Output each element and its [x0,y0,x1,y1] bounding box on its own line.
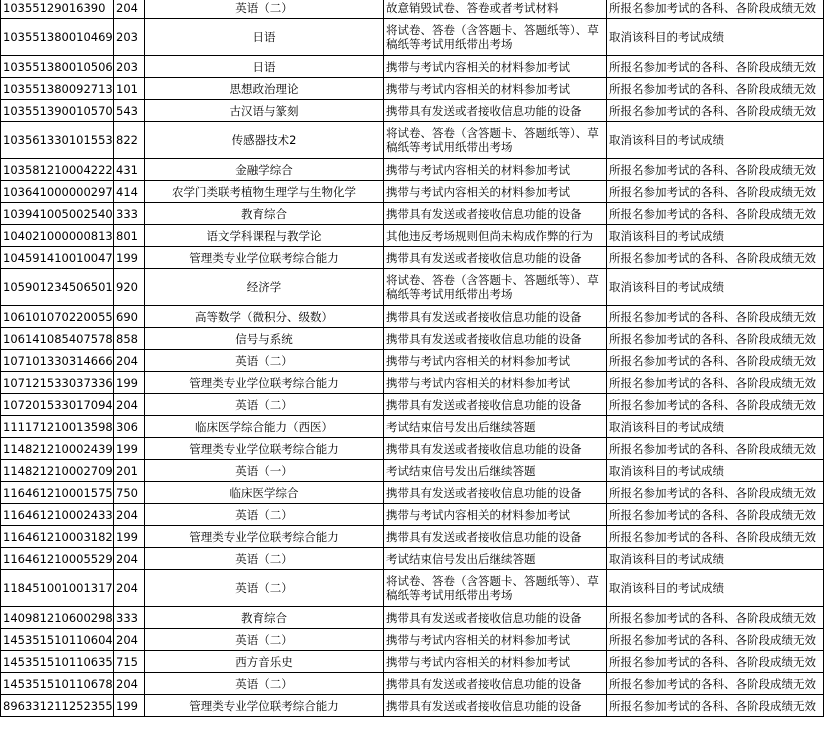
subject-name-cell: 西方音乐史 [145,651,384,673]
violation-cell: 考试结束信号发出后继续答题 [384,460,607,482]
subject-code-cell: 204 [114,504,145,526]
penalty-cell: 所报名参加考试的各科、各阶段成绩无效 [607,181,824,203]
violation-cell: 携带与考试内容相关的材料参加考试 [384,78,607,100]
penalty-cell: 取消该科目的考试成绩 [607,122,824,159]
table-row [1,394,824,416]
subject-code-cell: 204 [114,350,145,372]
table-row [1,225,824,247]
violation-cell: 携带具有发送或者接收信息功能的设备 [384,306,607,328]
table-row [1,695,824,717]
exam-id-cell: 140981210600298 [1,607,114,629]
subject-code-cell: 543 [114,100,145,122]
subject-name-cell: 管理类专业学位联考综合能力 [145,695,384,717]
violation-cell: 携带具有发送或者接收信息功能的设备 [384,394,607,416]
subject-code-cell: 858 [114,328,145,350]
penalty-cell: 所报名参加考试的各科、各阶段成绩无效 [607,203,824,225]
table-row [1,416,824,438]
subject-code-cell: 204 [114,570,145,607]
table-row [1,673,824,695]
violation-cell: 携带具有发送或者接收信息功能的设备 [384,526,607,548]
violation-cell: 携带与考试内容相关的材料参加考试 [384,372,607,394]
subject-name-cell: 语文学科课程与教学论 [145,225,384,247]
subject-name-cell: 传感器技术2 [145,122,384,159]
penalty-cell: 取消该科目的考试成绩 [607,225,824,247]
violation-cell: 携带具有发送或者接收信息功能的设备 [384,100,607,122]
table-row [1,19,824,56]
subject-name-cell: 日语 [145,56,384,78]
penalty-cell: 所报名参加考试的各科、各阶段成绩无效 [607,695,824,717]
penalty-cell: 所报名参加考试的各科、各阶段成绩无效 [607,526,824,548]
exam-id-cell: 103941005002540 [1,203,114,225]
subject-code-cell: 204 [114,548,145,570]
subject-name-cell: 英语（二） [145,548,384,570]
subject-code-cell: 822 [114,122,145,159]
subject-code-cell: 101 [114,78,145,100]
exam-id-cell: 10355129016390 [1,0,114,19]
penalty-cell: 取消该科目的考试成绩 [607,269,824,306]
subject-code-cell: 333 [114,607,145,629]
penalty-cell: 所报名参加考试的各科、各阶段成绩无效 [607,629,824,651]
subject-code-cell: 204 [114,673,145,695]
violation-cell: 携带具有发送或者接收信息功能的设备 [384,695,607,717]
violation-cell: 将试卷、答卷（含答题卡、答题纸等）、草稿纸等考试用纸带出考场 [384,122,607,159]
violation-cell: 携带具有发送或者接收信息功能的设备 [384,482,607,504]
penalty-cell: 所报名参加考试的各科、各阶段成绩无效 [607,306,824,328]
table-row [1,247,824,269]
table-row [1,629,824,651]
violation-cell: 将试卷、答卷（含答题卡、答题纸等）、草稿纸等考试用纸带出考场 [384,570,607,607]
subject-code-cell: 306 [114,416,145,438]
subject-name-cell: 英语（二） [145,629,384,651]
exam-id-cell: 104591410010047 [1,247,114,269]
penalty-cell: 取消该科目的考试成绩 [607,19,824,56]
subject-name-cell: 临床医学综合能力（西医） [145,416,384,438]
table-row [1,570,824,607]
exam-id-cell: 114821210002709 [1,460,114,482]
penalty-cell: 所报名参加考试的各科、各阶段成绩无效 [607,607,824,629]
exam-id-cell: 116461210001575 [1,482,114,504]
penalty-cell: 所报名参加考试的各科、各阶段成绩无效 [607,159,824,181]
exam-id-cell: 116461210003182 [1,526,114,548]
table-row [1,651,824,673]
exam-id-cell: 106101070220055 [1,306,114,328]
subject-name-cell: 英语（二） [145,350,384,372]
subject-code-cell: 690 [114,306,145,328]
violation-cell: 携带具有发送或者接收信息功能的设备 [384,247,607,269]
subject-code-cell: 199 [114,526,145,548]
subject-name-cell: 英语（二） [145,0,384,19]
subject-name-cell: 管理类专业学位联考综合能力 [145,247,384,269]
table-row [1,306,824,328]
subject-name-cell: 英语（一） [145,460,384,482]
exam-id-cell: 107101330314666 [1,350,114,372]
subject-code-cell: 203 [114,19,145,56]
violation-cell: 携带与考试内容相关的材料参加考试 [384,159,607,181]
subject-code-cell: 199 [114,438,145,460]
subject-name-cell: 经济学 [145,269,384,306]
table-row [1,100,824,122]
violation-cell: 将试卷、答卷（含答题卡、答题纸等）、草稿纸等考试用纸带出考场 [384,269,607,306]
subject-name-cell: 高等数学（微积分、级数） [145,306,384,328]
penalty-cell: 所报名参加考试的各科、各阶段成绩无效 [607,328,824,350]
penalty-cell: 所报名参加考试的各科、各阶段成绩无效 [607,247,824,269]
penalty-cell: 所报名参加考试的各科、各阶段成绩无效 [607,56,824,78]
subject-name-cell: 思想政治理论 [145,78,384,100]
violation-cell: 携带具有发送或者接收信息功能的设备 [384,328,607,350]
violation-cell: 故意销毁试卷、答卷或者考试材料 [384,0,607,19]
penalty-cell: 所报名参加考试的各科、各阶段成绩无效 [607,673,824,695]
exam-id-cell: 103551380092713 [1,78,114,100]
exam-id-cell: 111171210013598 [1,416,114,438]
subject-code-cell: 333 [114,203,145,225]
subject-name-cell: 临床医学综合 [145,482,384,504]
table-row [1,159,824,181]
exam-id-cell: 145351510110635 [1,651,114,673]
penalty-cell: 所报名参加考试的各科、各阶段成绩无效 [607,350,824,372]
subject-name-cell: 管理类专业学位联考综合能力 [145,372,384,394]
penalty-cell: 取消该科目的考试成绩 [607,570,824,607]
subject-name-cell: 金融学综合 [145,159,384,181]
exam-id-cell: 103641000000297 [1,181,114,203]
penalty-cell: 所报名参加考试的各科、各阶段成绩无效 [607,651,824,673]
violation-cell: 携带与考试内容相关的材料参加考试 [384,504,607,526]
violation-cell: 携带与考试内容相关的材料参加考试 [384,181,607,203]
violation-cell: 携带与考试内容相关的材料参加考试 [384,56,607,78]
exam-id-cell: 103581210004222 [1,159,114,181]
subject-code-cell: 204 [114,629,145,651]
exam-id-cell: 145351510110678 [1,673,114,695]
table-row [1,328,824,350]
table-row [1,607,824,629]
exam-id-cell: 103551380010506 [1,56,114,78]
subject-name-cell: 英语（二） [145,673,384,695]
table-row [1,350,824,372]
subject-name-cell: 古汉语与篆刻 [145,100,384,122]
table-row [1,460,824,482]
table-row [1,122,824,159]
table-row [1,372,824,394]
subject-code-cell: 204 [114,394,145,416]
violation-cell: 携带与考试内容相关的材料参加考试 [384,629,607,651]
subject-name-cell: 日语 [145,19,384,56]
violation-cell: 携带具有发送或者接收信息功能的设备 [384,438,607,460]
table-row [1,438,824,460]
subject-name-cell: 英语（二） [145,504,384,526]
subject-code-cell: 199 [114,372,145,394]
penalty-cell: 取消该科目的考试成绩 [607,416,824,438]
exam-id-cell: 106141085407578 [1,328,114,350]
subject-name-cell: 信号与系统 [145,328,384,350]
subject-code-cell: 431 [114,159,145,181]
subject-name-cell: 教育综合 [145,203,384,225]
exam-id-cell: 896331211252355 [1,695,114,717]
table-row [1,0,824,19]
table-row [1,548,824,570]
exam-id-cell: 107201533017094 [1,394,114,416]
subject-code-cell: 201 [114,460,145,482]
subject-name-cell: 管理类专业学位联考综合能力 [145,526,384,548]
table-row [1,504,824,526]
subject-code-cell: 750 [114,482,145,504]
penalty-cell: 所报名参加考试的各科、各阶段成绩无效 [607,100,824,122]
penalty-cell: 所报名参加考试的各科、各阶段成绩无效 [607,78,824,100]
subject-code-cell: 199 [114,695,145,717]
subject-name-cell: 教育综合 [145,607,384,629]
table-row [1,526,824,548]
penalty-cell: 所报名参加考试的各科、各阶段成绩无效 [607,438,824,460]
subject-name-cell: 农学门类联考植物生理学与生物化学 [145,181,384,203]
subject-code-cell: 920 [114,269,145,306]
exam-id-cell: 103551380010469 [1,19,114,56]
violation-cell: 携带具有发送或者接收信息功能的设备 [384,607,607,629]
exam-id-cell: 104021000000813 [1,225,114,247]
penalty-cell: 所报名参加考试的各科、各阶段成绩无效 [607,0,824,19]
exam-id-cell: 114821210002439 [1,438,114,460]
table-row [1,78,824,100]
violation-cell: 携带与考试内容相关的材料参加考试 [384,350,607,372]
penalty-cell: 取消该科目的考试成绩 [607,460,824,482]
table-body [1,0,824,717]
penalty-cell: 所报名参加考试的各科、各阶段成绩无效 [607,394,824,416]
penalty-cell: 所报名参加考试的各科、各阶段成绩无效 [607,482,824,504]
violation-cell: 携带与考试内容相关的材料参加考试 [384,651,607,673]
violation-cell: 其他违反考场规则但尚未构成作弊的行为 [384,225,607,247]
exam-id-cell: 116461210005529 [1,548,114,570]
violation-cell: 考试结束信号发出后继续答题 [384,548,607,570]
exam-id-cell: 145351510110604 [1,629,114,651]
exam-id-cell: 107121533037336 [1,372,114,394]
subject-code-cell: 414 [114,181,145,203]
subject-code-cell: 204 [114,0,145,19]
violation-cell: 携带具有发送或者接收信息功能的设备 [384,673,607,695]
subject-code-cell: 199 [114,247,145,269]
table-row [1,482,824,504]
table-row [1,203,824,225]
violation-cell: 考试结束信号发出后继续答题 [384,416,607,438]
table-row [1,181,824,203]
subject-code-cell: 715 [114,651,145,673]
subject-code-cell: 801 [114,225,145,247]
exam-id-cell: 103561330101553 [1,122,114,159]
subject-name-cell: 英语（二） [145,570,384,607]
penalty-cell: 所报名参加考试的各科、各阶段成绩无效 [607,372,824,394]
table-row [1,269,824,306]
exam-id-cell: 116461210002433 [1,504,114,526]
exam-id-cell: 118451001001317 [1,570,114,607]
violation-cell: 将试卷、答卷（含答题卡、答题纸等）、草稿纸等考试用纸带出考场 [384,19,607,56]
subject-code-cell: 203 [114,56,145,78]
table-row [1,56,824,78]
exam-id-cell: 105901234506501 [1,269,114,306]
exam-id-cell: 103551390010570 [1,100,114,122]
subject-name-cell: 管理类专业学位联考综合能力 [145,438,384,460]
subject-name-cell: 英语（二） [145,394,384,416]
penalty-cell: 取消该科目的考试成绩 [607,548,824,570]
violation-cell: 携带具有发送或者接收信息功能的设备 [384,203,607,225]
penalty-cell: 所报名参加考试的各科、各阶段成绩无效 [607,504,824,526]
